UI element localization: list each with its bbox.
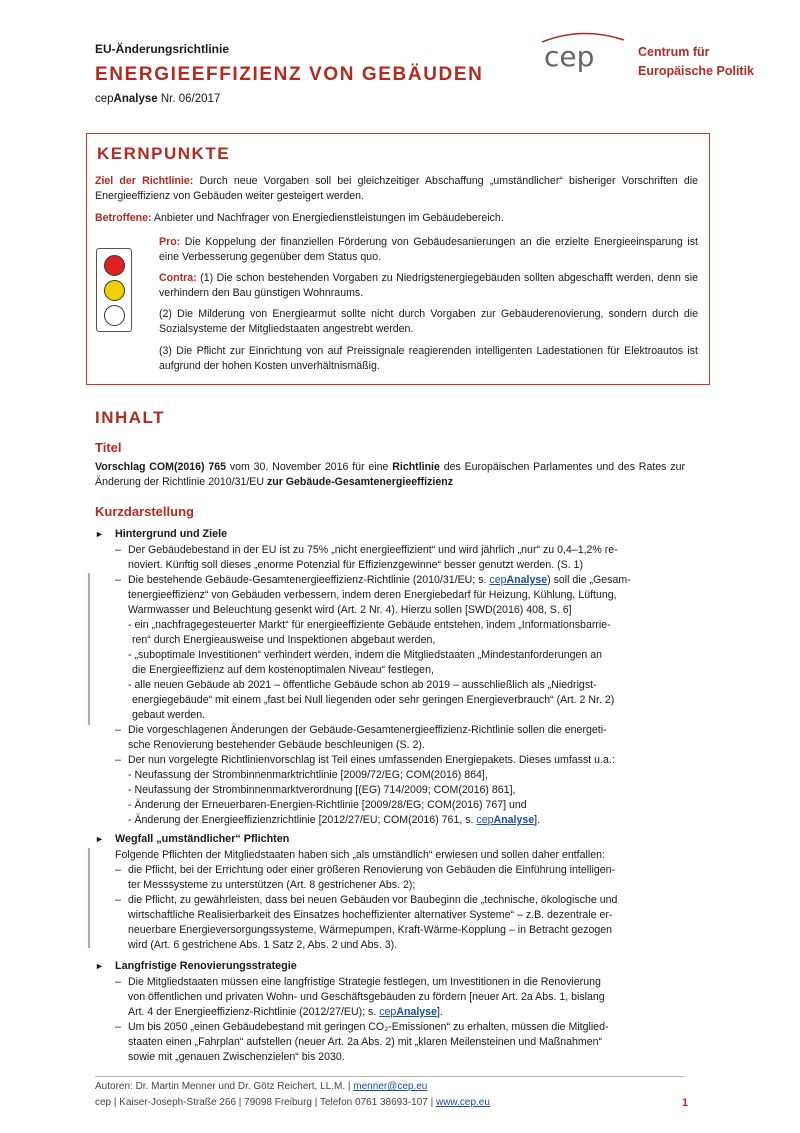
analyse-number: cepAnalyse Nr. 06/2017 — [95, 93, 221, 105]
section-background-heading: ► Hintergrund und Ziele — [95, 528, 228, 540]
text-line: gebaut werden. — [132, 709, 206, 721]
dash: – — [115, 544, 121, 556]
cep-analyse-link[interactable]: cepAnalyse — [476, 814, 535, 826]
organization-name — [638, 43, 754, 81]
cep-analyse-link[interactable]: cepAnalyse — [379, 1006, 437, 1018]
text-line: Der nun vorgelegte Richtlinienvorschlag ist Teil eines umfassenden Energiepakets. Dieses umfasst u.a.: — [128, 754, 615, 766]
logo-text: cep — [544, 40, 595, 73]
text-line: - alle neuen Gebäude ab 2021 – öffentliche Gebäude schon ab 2019 – ausschließlich als „Niedrigst- — [128, 679, 597, 691]
text-line: von öffentlichen und privaten Wohn- und Geschäftsgebäuden zu fördern [neuer Art. 2a Abs. 1, bislang — [128, 991, 605, 1003]
dash: – — [115, 894, 121, 906]
title-paragraph: Vorschlag COM(2016) 765 vom 30. November 2016 für eine Richtlinie des Europäischen Parlamentes und des Rates zur Änderung der Richtlinie 2010/31/EU zur Gebäude-Gesamtenergieeffizienz — [95, 461, 685, 488]
document-title: ENERGIEEFFIZIENZ VON GEBÄUDEN — [95, 64, 484, 85]
section-removal-heading: ► Wegfall „umständlicher“ Pflichten — [95, 833, 290, 845]
dash: – — [115, 574, 121, 586]
text-line: Die bestehende Gebäude-Gesamtenergieeffizienz-Richtlinie (2010/31/EU; s. cepAnalyse) soll die „Gesam- — [128, 574, 631, 586]
change-bar — [88, 573, 90, 725]
goal-paragraph: Ziel der Richtlinie: Durch neue Vorgaben soll bei gleichzeitiger Abschaffung „umständlicher“ bisheriger Vorschriften die Energieeffizienz von Gebäuden weiter gesteigert werden. — [95, 175, 699, 202]
text-line: staaten einen „Fahrplan“ aufstellen (neuer Art. 2a Abs. 2) mit „klaren Meilensteinen und Maßnahmen“ — [128, 1036, 603, 1048]
text-line: - Neufassung der Strombinnenmarktrichtlinie [2009/72/EG; COM(2016) 864], — [128, 769, 488, 781]
text-line: Art. 4 der Energieeffizienz-Richtlinie (2012/27/EU); s. cepAnalyse]. — [128, 1006, 443, 1018]
text-line: - ein „nachfragegesteuerter Markt“ für energieeffiziente Gebäude entstehen, indem „Informationsbarrie- — [128, 619, 611, 631]
footer-authors: Autoren: Dr. Martin Menner und Dr. Götz Reichert, LL.M. | menner@cep.eu — [95, 1081, 428, 1092]
org-line-1: Centrum für — [638, 45, 710, 59]
change-bar — [88, 848, 90, 948]
contents-heading: INHALT — [95, 408, 166, 427]
org-line-2: Europäische Politik — [638, 64, 755, 78]
text-line: - Änderung der Erneuerbaren-Energien-Richtlinie [2009/28/EG; COM(2016) 767] und — [128, 799, 527, 811]
footer-address: cep | Kaiser-Joseph-Straße 266 | 79098 Freiburg | Telefon 0761 38693-107 | www.cep.eu — [95, 1097, 490, 1108]
text-line: neuerbare Energieversorgungssysteme, Wärmepumpen, Kraft-Wärme-Kopplung – in Betracht gezogen — [128, 924, 613, 936]
affected-paragraph: Betroffene: Anbieter und Nachfrager von Energiedienstleistungen im Gebäudebereich. — [95, 212, 504, 224]
key-points-title: KERNPUNKTE — [97, 144, 231, 163]
text-line: die Pflicht, bei der Errichtung oder einer größeren Renovierung von Gebäuden die Einführung intelligen- — [128, 864, 616, 876]
email-link[interactable]: menner@cep.eu — [353, 1081, 428, 1092]
text-line: tenergieeffizienz“ von Gebäuden verbessern, indem deren Energiebedarf für Heizung, Kühlung, Lüftung, — [128, 589, 617, 601]
white-light — [104, 305, 125, 326]
pro-paragraph: Pro: Die Koppelung der finanziellen Förderung von Gebäudesanierungen an die erzielte Energieeinsparung ist eine Verbesserung gegenüber dem Status quo. — [159, 236, 698, 263]
section-renovation-heading: ► Langfristige Renovierungsstrategie — [95, 960, 297, 972]
text-line: ter Messsysteme zu unterstützen (Art. 8 gestrichener Abs. 2); — [128, 879, 416, 891]
text-line: Die Mitgliedstaaten müssen eine langfristige Strategie festlegen, um Investitionen in die Renovierung — [128, 976, 601, 988]
text-line: energiegebäude“ mit einem „fast bei Null liegenden oder sehr geringen Energieverbrauch“ (Art. 2 Nr. 2) — [132, 694, 615, 706]
text-line: Der Gebäudebestand in der EU ist zu 75% „nicht energieeffizient“ und wird jährlich „nur“ zu 0,4–1,2% re- — [128, 544, 618, 556]
cep-logo — [532, 28, 632, 80]
yellow-light — [104, 280, 125, 301]
title-subheading: Titel — [95, 440, 122, 455]
traffic-light-icon — [96, 248, 132, 332]
page-number: 1 — [682, 1097, 689, 1109]
text-line: - Änderung der Energieeffizienzrichtlinie [2012/27/EU; COM(2016) 761, s. cepAnalyse]. — [128, 814, 541, 826]
text-line: Warmwasser und Beleuchtung gesenkt wird (Art. 2 Nr. 4). Hierzu sollen [SWD(2016) 408, S. 6] — [128, 604, 572, 616]
dash: – — [115, 754, 121, 766]
text-line: Folgende Pflichten der Mitgliedstaaten haben sich „als umständlich“ erwiesen und sollen daher entfallen: — [115, 849, 605, 861]
website-link[interactable]: www.cep.eu — [435, 1097, 490, 1108]
text-line: wirtschaftliche Realisierbarkeit des Einsatzes hocheffizienter alternativer Systeme“ – z.B. dezentrale er- — [128, 909, 613, 921]
dash: – — [115, 1021, 121, 1033]
cep-analyse-link[interactable]: cepAnalyse — [489, 574, 548, 586]
contra-paragraph: Contra: (1) Die schon bestehenden Vorgaben zu Niedrigstenergiegebäuden sollten abgeschafft werden, denn sie verhindern den Bau günstigen Wohnraums. — [159, 272, 698, 299]
document-subtitle: EU-Änderungsrichtlinie — [95, 42, 230, 56]
footer-divider — [95, 1076, 685, 1077]
text-line: - „suboptimale Investitionen“ verhindert werden, indem die Mitgliedstaaten „Mindestanforderungen an — [128, 649, 603, 661]
text-line: sche Renovierung bestehender Gebäude beschleunigen (S. 2). — [128, 739, 425, 751]
text-line: noviert. Künftig soll dieses „enorme Potenzial für Effizienzgewinne“ besser genutzt werden. (S. 1) — [128, 559, 583, 571]
red-light — [104, 255, 125, 276]
dash: – — [115, 864, 121, 876]
dash: – — [115, 976, 121, 988]
text-line: Um bis 2050 „einen Gebäudebestand mit geringen CO₂-Emissionen“ zu erhalten, müssen die Mitglied- — [128, 1021, 609, 1033]
text-line: Die vorgeschlagenen Änderungen der Gebäude-Gesamtenergieeffizienz-Richtlinie sollen die energeti- — [128, 724, 607, 736]
key-points-box — [86, 133, 710, 385]
text-line: die Energieeffizienz auf dem kostenoptimalen Niveau“ festlegen, — [132, 664, 434, 676]
text-line: ren“ durch Energieausweise und Inspektionen abgebaut werden, — [132, 634, 436, 646]
text-line: sowie mit „genauen Zwischenzielen“ bis 2030. — [128, 1051, 345, 1063]
text-line: - Neufassung der Strombinnenmarktverordnung [(EG) 714/2009; COM(2016) 861], — [128, 784, 516, 796]
dash: – — [115, 724, 121, 736]
contra-2-paragraph: (2) Die Milderung von Energiearmut sollte nicht durch Vorgaben zur Gebäuderenovierung, sondern durch die Sozialsysteme der Mitgliedstaaten angestrebt werden. — [159, 308, 698, 335]
summary-subheading: Kurzdarstellung — [95, 504, 194, 519]
text-line: wird (Art. 6 gestrichene Abs. 1 Satz 2, Abs. 2 und Abs. 3). — [128, 939, 398, 951]
contra-3-paragraph: (3) Die Pflicht zur Einrichtung von auf Preissignale reagierenden intelligenten Ladestationen für Elektroautos ist aufgrund der hohen Kosten unverhältnismäßig. — [159, 345, 698, 372]
text-line: die Pflicht, zu gewährleisten, dass bei neuen Gebäuden vor Baubeginn die „technische, ökologische und — [128, 894, 618, 906]
